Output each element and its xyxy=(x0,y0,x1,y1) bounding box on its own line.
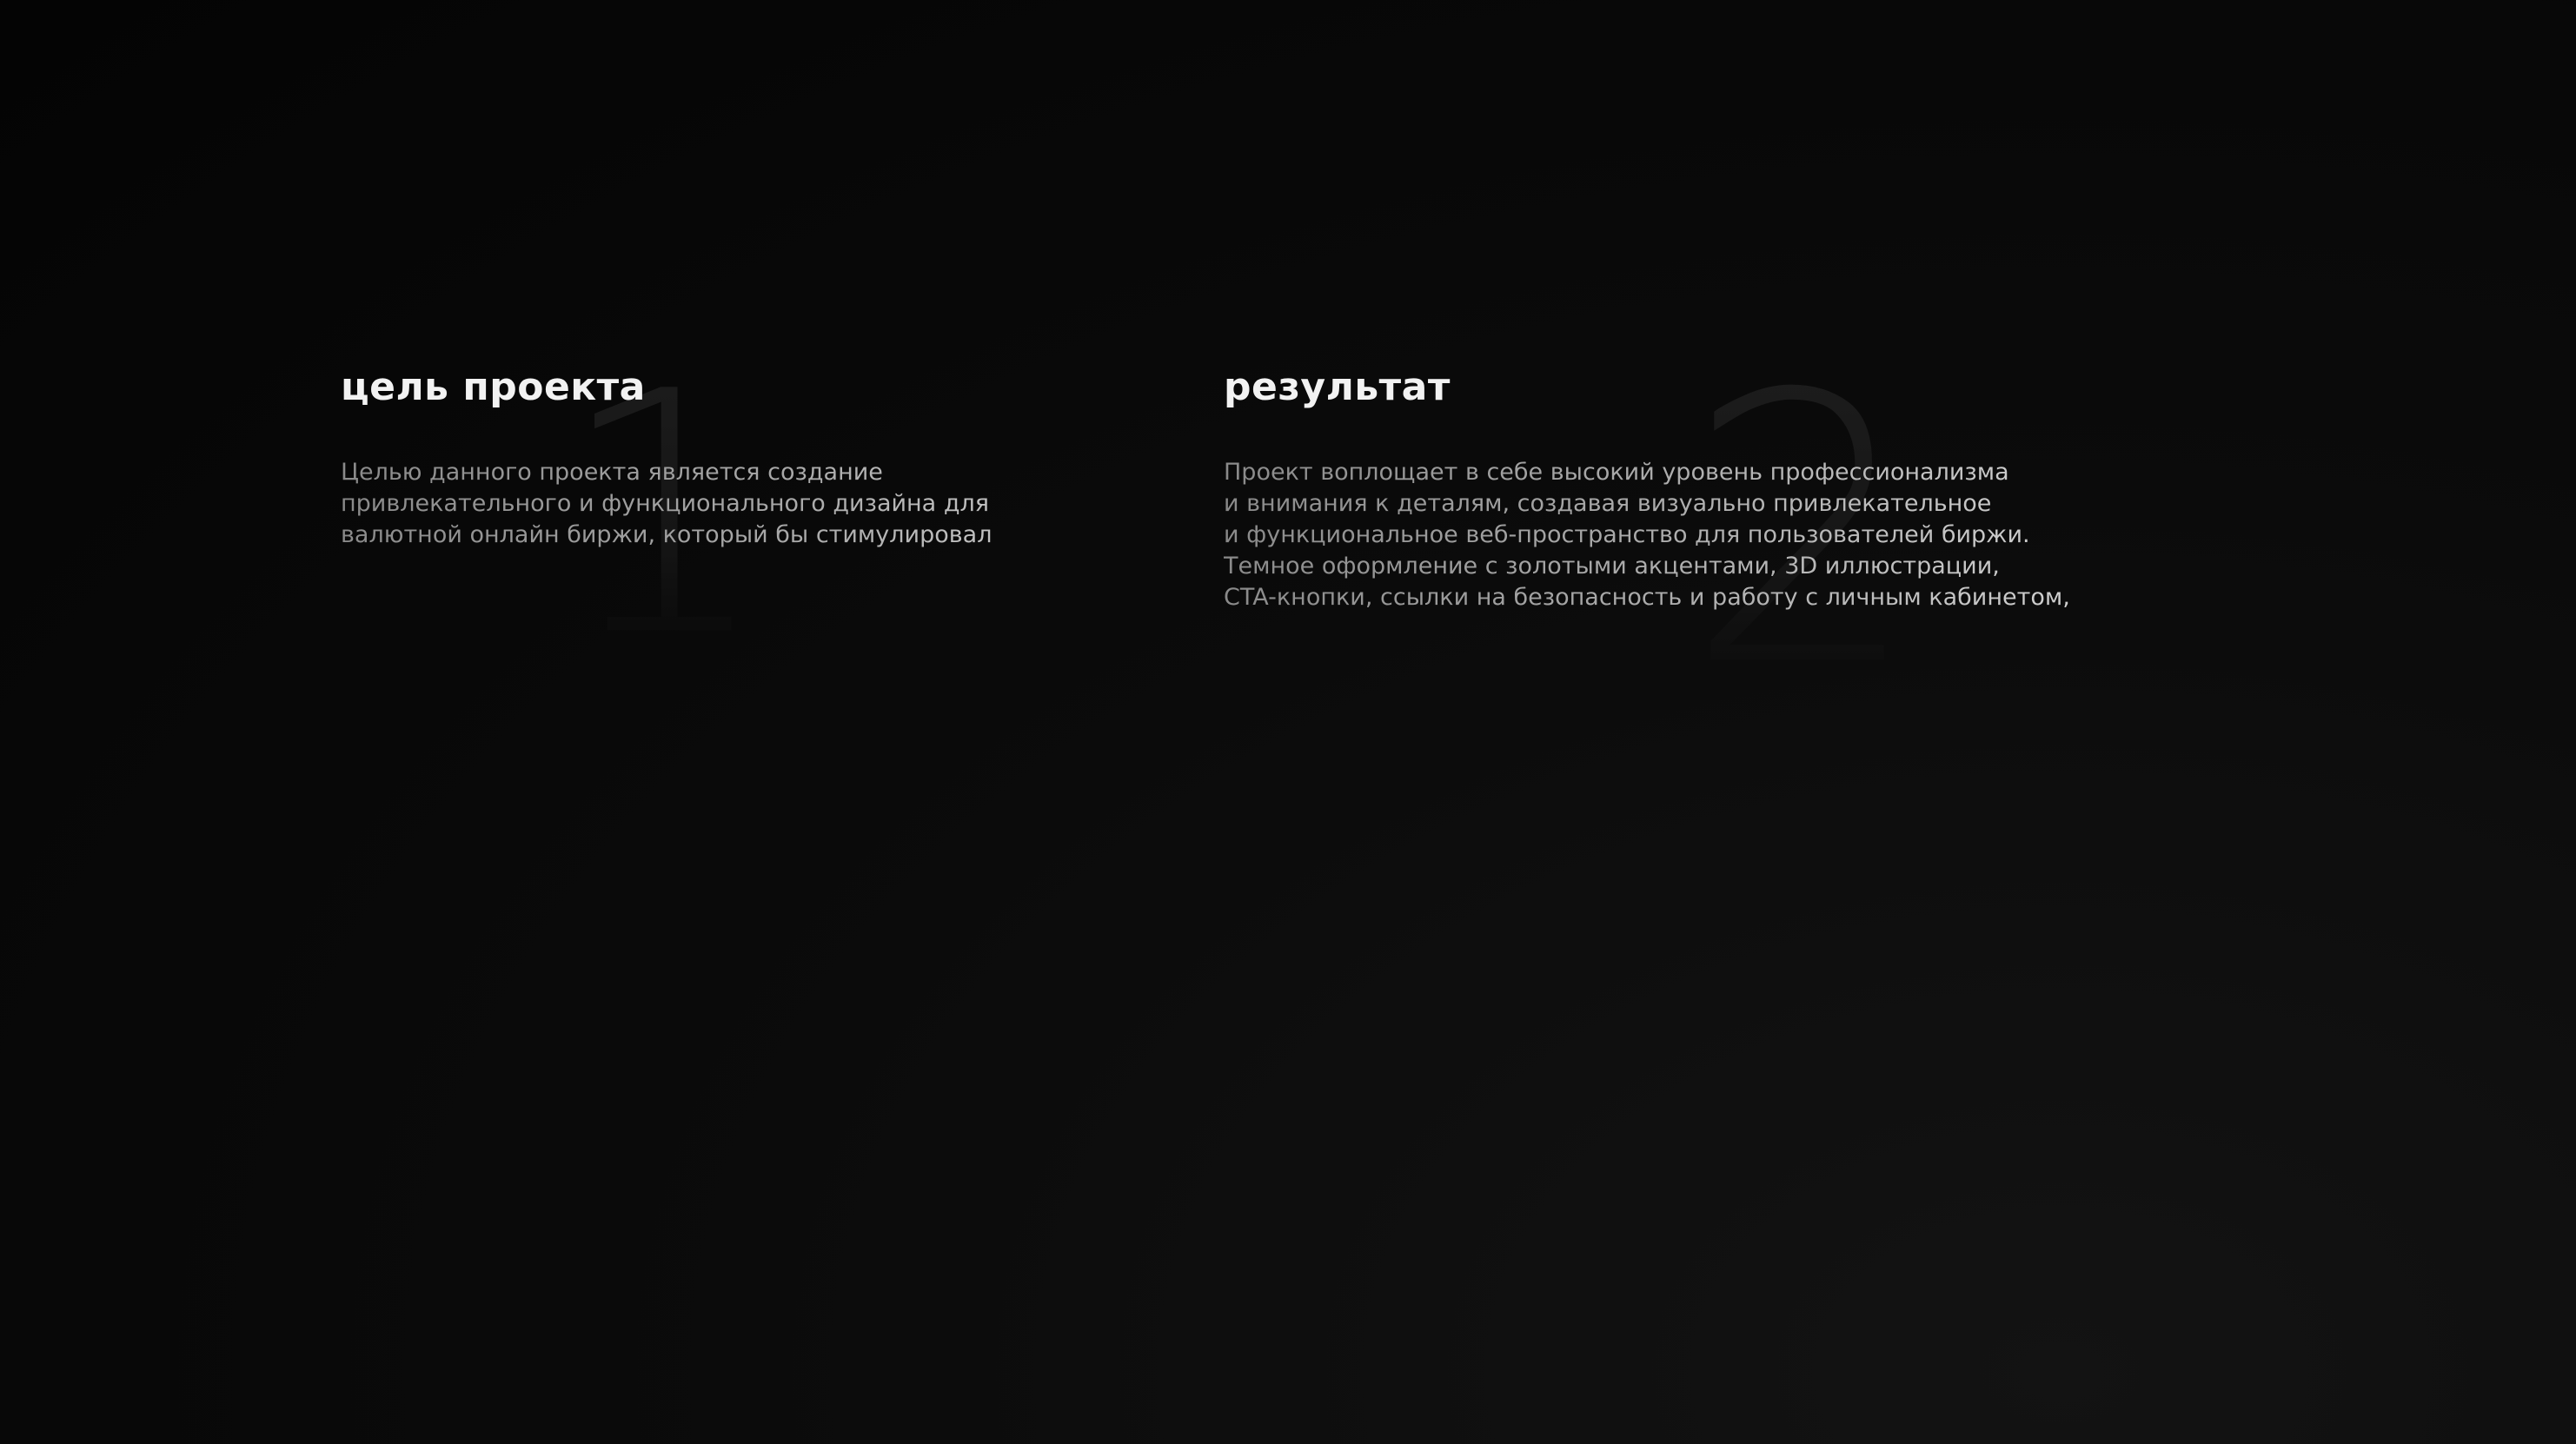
goal-line: Целью данного проекта является создание xyxy=(341,459,883,486)
goal-line: обеспечил им безопасное и комфортное xyxy=(341,584,845,611)
goal-section xyxy=(341,363,1140,645)
result-line: Темное оформление с золотыми акцентами, 3D иллюстрации, xyxy=(1224,553,2000,580)
goal-line: валютной онлайн биржи, который бы стимулировал xyxy=(341,521,993,548)
goal-line: взаимодействие с платформой. xyxy=(341,615,735,642)
result-section xyxy=(1224,363,2301,676)
result-description xyxy=(1224,457,2301,676)
goal-line: привлекательного и функционального дизайна для xyxy=(341,490,989,517)
result-line: Проект воплощает в себе высокий уровень профессионализма xyxy=(1224,459,2009,486)
result-line: и способствуют достижению его цели. xyxy=(1224,646,1709,673)
result-line: а также линейные элементы успешно воплощают задачи проекта xyxy=(1224,615,2053,642)
result-line: и функциональное веб-пространство для пользователей биржи. xyxy=(1224,521,2030,548)
goal-line: пользователей регистрации, активной торговле и xyxy=(341,553,968,580)
result-line: и внимания к деталям, создавая визуально привлекательное xyxy=(1224,490,1992,517)
result-heading: результат xyxy=(1224,365,1451,409)
result-line: CTA-кнопки, ссылки на безопасность и работу с личным кабинетом, xyxy=(1224,584,2070,611)
goal-description xyxy=(341,457,1140,645)
goal-heading: цель проекта xyxy=(341,365,646,409)
